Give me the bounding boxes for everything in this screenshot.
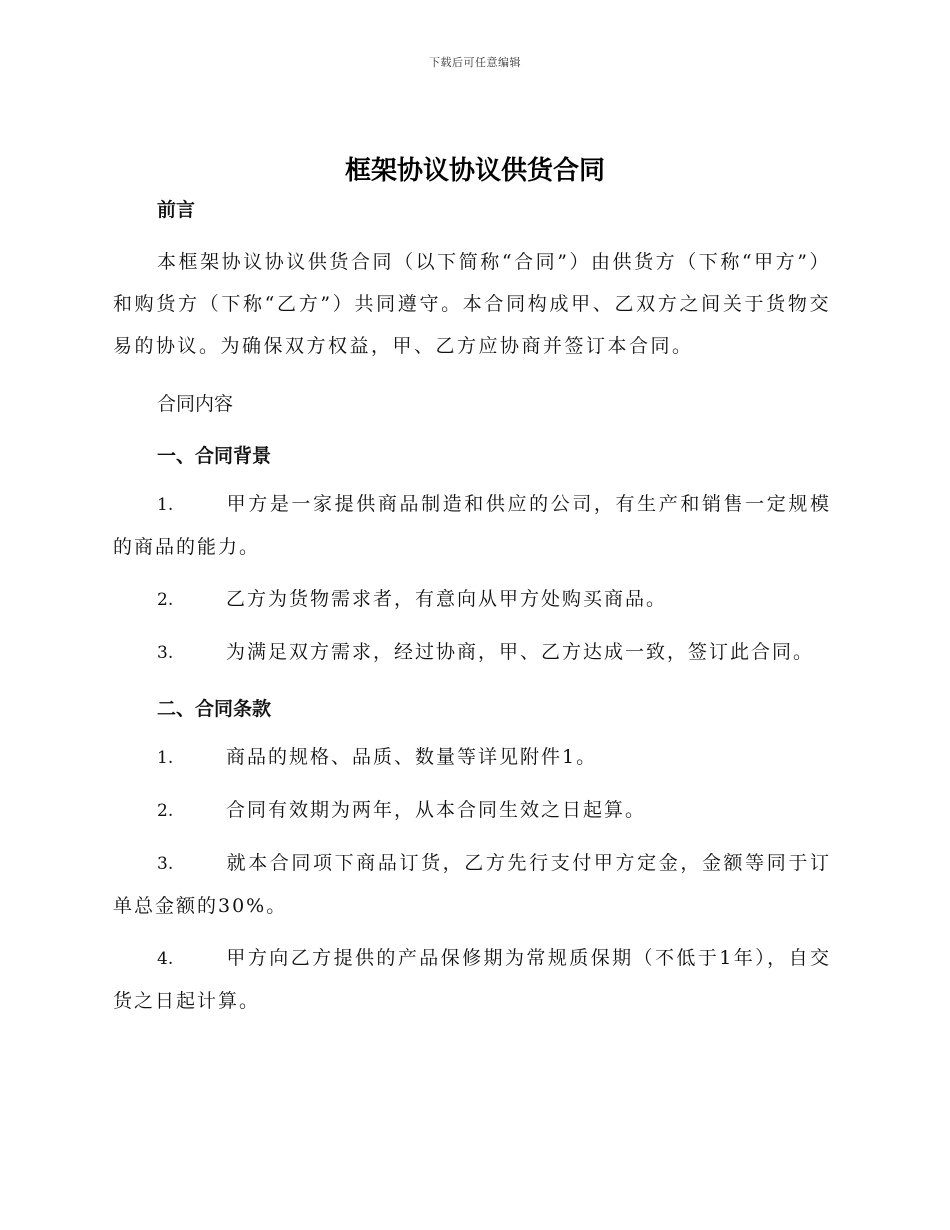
- list-text: 就本合同项下商品订货，乙方先行支付甲方定金，金额等同于订单总金额的30%。: [113, 852, 831, 917]
- document-title: 框架协议协议供货合同: [344, 156, 605, 186]
- document-body: [113, 193, 831, 1022]
- list-item: [113, 578, 831, 621]
- list-item: [113, 483, 831, 568]
- list-text: 合同有效期为两年，从本合同生效之日起算。: [226, 799, 647, 821]
- list-item: [113, 789, 831, 832]
- list-text: 乙方为货物需求者，有意向从甲方处购买商品。: [226, 588, 668, 610]
- list-number: 2.: [157, 801, 174, 821]
- list-item: [113, 937, 831, 1022]
- list-item: [113, 631, 831, 674]
- list-text: 甲方向乙方提供的产品保修期为常规质保期（不低于1年），自交货之日起计算。: [113, 947, 831, 1012]
- list-item: [113, 736, 831, 779]
- preface-heading: 前言: [157, 199, 196, 221]
- list-item: [113, 842, 831, 927]
- list-number: 2.: [157, 590, 174, 610]
- list-number: 1.: [157, 748, 174, 768]
- list-number: 3.: [157, 854, 174, 874]
- list-number: 4.: [157, 949, 174, 969]
- list-text: 商品的规格、品质、数量等详见附件1。: [226, 746, 598, 768]
- list-text: 为满足双方需求，经过协商，甲、乙方达成一致，签订此合同。: [226, 641, 815, 663]
- preface-paragraph: 本框架协议协议供货合同（以下简称“合同”）由供货方（下称“甲方”）和购货方（下称“乙方”）共同遵守。本合同构成甲、乙双方之间关于货物交易的协议。为确保双方权益，甲、乙方应协商并签订本合同。: [113, 251, 831, 357]
- list-number: 3.: [157, 643, 174, 663]
- contents-heading: 合同内容: [157, 393, 234, 415]
- header-note: 下载后可任意编辑: [429, 56, 521, 69]
- section-heading-terms: 二、合同条款: [157, 698, 272, 720]
- list-number: 1.: [157, 495, 174, 515]
- list-text: 甲方是一家提供商品制造和供应的公司，有生产和销售一定规模的商品的能力。: [113, 493, 831, 558]
- section-heading-background: 一、合同背景: [157, 445, 272, 467]
